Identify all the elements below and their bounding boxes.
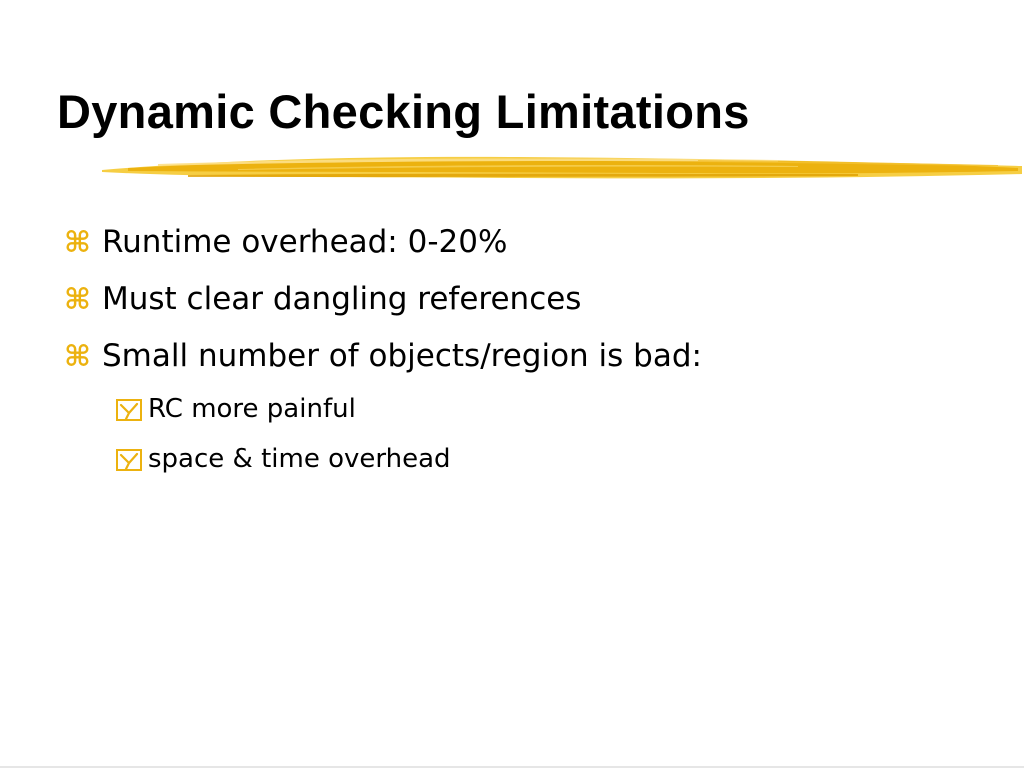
command-key-icon: ⌘ — [64, 339, 91, 373]
title-underline-brush-stroke — [98, 148, 1024, 188]
bullet-text: Runtime overhead: 0-20% — [102, 224, 508, 260]
checkbox-check-icon — [116, 399, 142, 421]
sub-bullet-text: space & time overhead — [148, 444, 451, 474]
bullet-item — [60, 220, 702, 277]
bullet-item — [60, 277, 702, 334]
bullet-text: Must clear dangling references — [102, 281, 582, 317]
command-key-icon: ⌘ — [64, 282, 91, 316]
sub-bullet-item — [60, 391, 702, 441]
sub-bullet-item — [60, 441, 702, 491]
slide-title: Dynamic Checking Limitations — [57, 85, 750, 138]
sub-bullet-text: RC more painful — [148, 394, 356, 424]
checkbox-check-icon — [116, 449, 142, 471]
bullet-text: Small number of objects/region is bad: — [102, 338, 702, 374]
bullet-item — [60, 334, 702, 391]
command-key-icon: ⌘ — [64, 225, 91, 259]
bullet-list — [60, 220, 702, 491]
